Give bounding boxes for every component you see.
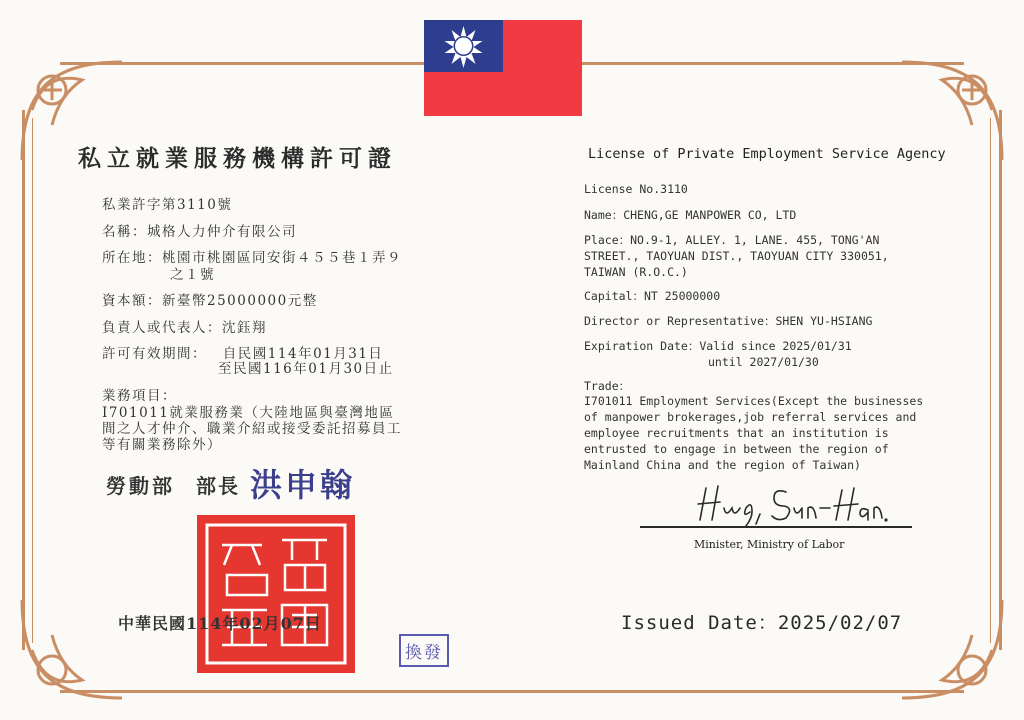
representative-value-zh: 沈鈺翔 (222, 320, 267, 336)
representative-label-zh: 負責人或代表人： (102, 320, 222, 336)
trade-line2-en: of manpower brokerages,job referral services and (584, 410, 917, 424)
validity-to-zh: 至民國116年01月30日止 (218, 361, 394, 377)
business-line1-zh: I701011就業服務業（大陸地區與臺灣地區 (102, 405, 395, 421)
official-seal-image (197, 515, 355, 673)
company-name-row-zh (102, 224, 297, 241)
signature-line (640, 526, 912, 528)
address-row-zh (102, 250, 402, 267)
trade-line1-en: I701011 Employment Services(Except the businesses (584, 394, 924, 408)
director-en: Director or Representative：SHEN YU-HSIANG (584, 314, 873, 328)
reissue-stamp: 換發 (399, 634, 449, 667)
certificate-title-zh: 私立就業服務機構許可證 (78, 145, 397, 172)
license-number-en: License No.3110 (584, 182, 688, 196)
name-label-zh: 名稱： (102, 224, 147, 240)
company-name-en: Name：CHENG,GE MANPOWER CO, LTD (584, 208, 797, 222)
expiration-line1-en: Expiration Date：Valid since 2025/01/31 (584, 339, 852, 353)
trade-line3-en: employee recruitments that an institution is (584, 426, 889, 440)
capital-label-zh: 資本額： (102, 293, 162, 309)
capital-value-zh: 新臺幣25000000元整 (162, 293, 318, 309)
certificate-title-en: License of Private Employment Service Agency (588, 146, 946, 162)
trade-line4-en: entrusted to engage in between the region of (584, 442, 889, 456)
address-line2-zh: 之１號 (170, 267, 215, 283)
address-line1-zh: 桃園市桃園區同安街４５５巷１弄９ (162, 250, 402, 266)
trade-label-en: Trade： (584, 379, 631, 393)
minister-title-zh: 部長 (196, 474, 240, 498)
corner-ornament-bottom-right (892, 590, 1012, 710)
business-line2-zh: 間之人才仲介、職業介紹或接受委託招募員工 (102, 421, 402, 437)
minister-signature-zh: 洪申翰 (250, 466, 356, 504)
capital-row-zh (102, 293, 318, 310)
capital-en: Capital：NT 25000000 (584, 289, 721, 303)
address-line1-en: Place：NO.9-1, ALLEY. 1, LANE. 455, TONG'AN (584, 233, 880, 247)
name-value-zh: 城格人力仲介有限公司 (147, 224, 297, 240)
minister-signature-image (690, 480, 890, 528)
ministry-name-zh: 勞動部 (106, 474, 175, 498)
issued-date-en: Issued Date：2025/02/07 (621, 612, 903, 634)
business-label-zh: 業務項目： (102, 388, 177, 404)
address-line3-en: TAIWAN (R.O.C.) (584, 265, 688, 279)
representative-row-zh (102, 320, 267, 337)
validity-from-zh: 自民國114年01月31日 (222, 346, 384, 362)
license-number-zh: 私業許字第3110號 (102, 197, 233, 213)
business-line3-zh: 等有關業務除外） (102, 437, 222, 453)
address-label-zh: 所在地： (102, 250, 162, 266)
corner-ornament-bottom-left (12, 590, 132, 710)
trade-line5-en: Mainland China and the region of Taiwan) (584, 458, 861, 472)
minister-caption-en: Minister, Ministry of Labor (694, 538, 845, 551)
issue-date-zh: 中華民國114年02月07日 (118, 614, 322, 633)
expiration-line2-en: until 2027/01/30 (708, 355, 819, 369)
address-line2-en: STREET., TAOYUAN DIST., TAOYUAN CITY 330051, (584, 249, 889, 263)
validity-label-zh: 許可有效期間： (102, 346, 207, 362)
roc-flag-image (424, 20, 582, 116)
